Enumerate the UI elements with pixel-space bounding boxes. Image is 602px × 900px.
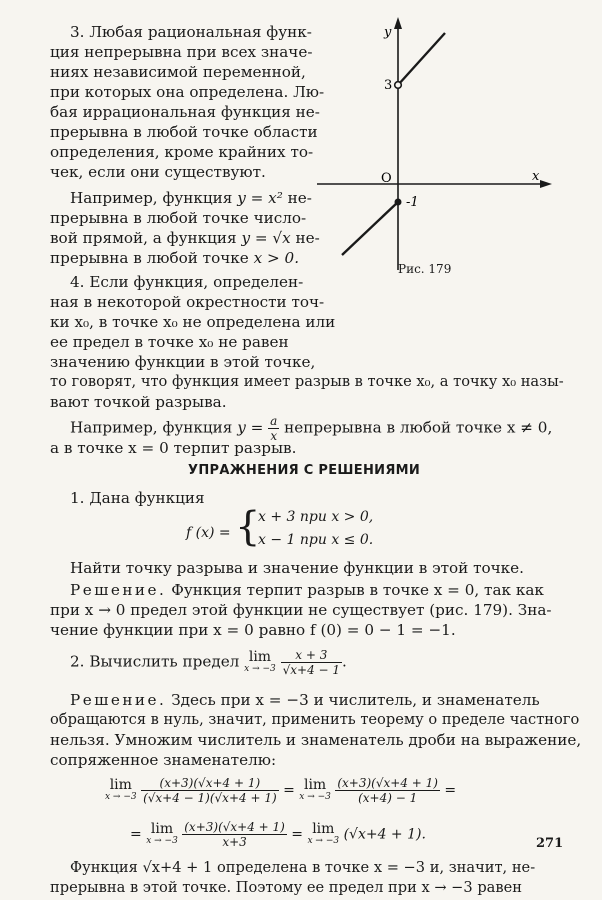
text-line: бая иррациональная функция не- xyxy=(50,103,320,121)
task-1-title: 1. Дана функция xyxy=(70,489,205,507)
equation-2: = lim x → −3 $\frac{(x+3)(√x+4 + 1)}{x+3}$ = lim x → −3 (√x+4 + 1). xyxy=(130,820,426,849)
graph-branch-left xyxy=(342,202,398,255)
open-point xyxy=(395,82,402,89)
fraction-numerator: a xyxy=(270,414,278,428)
task-1-question: Найти точку разрыва и значение функции в этой точке. xyxy=(70,559,524,577)
limit-operator xyxy=(146,820,178,847)
text-fragment: непрерывна в любой точке x ≠ 0, xyxy=(284,418,553,437)
solution-label: Решение. xyxy=(70,691,167,709)
fraction xyxy=(335,776,440,805)
fraction-denominator: √x+4 − 1 xyxy=(282,663,341,677)
text-line: прерывна в любой точке число- xyxy=(50,209,307,227)
fraction-numerator: x + 3 xyxy=(281,648,342,663)
filled-point xyxy=(395,199,402,206)
solution-2-line: нельзя. Умножим числитель и знаменатель дроби на выражение, xyxy=(50,731,582,749)
fraction xyxy=(141,776,279,805)
y-axis-arrow-icon xyxy=(394,17,402,29)
value-label-3: 3 xyxy=(384,78,393,93)
text-line xyxy=(70,188,312,208)
text-fragment: прерывна в любой точке xyxy=(50,249,249,267)
text-line: 3. Любая рациональная функ- xyxy=(70,23,312,41)
equation-1: lim x → −3 $\frac{(x+3)(√x+4 + 1)}{(√x+4 - 1)(√x+4 + 1)}$ = lim x → −3 $\frac{(x+3)(√x+4 + 1)}{(x+4) - 1}$ = xyxy=(105,776,457,805)
text-line: значению функции в этой точке, xyxy=(50,353,316,371)
formula-inline: y = √x xyxy=(241,229,291,247)
text-fragment: 2. Вычислить предел xyxy=(70,652,240,671)
text-fragment: Функция терпит разрыв в точке x = 0, так как xyxy=(171,581,544,599)
text-line: ки x₀, в точке x₀ не определена или xyxy=(50,313,336,331)
limit-fraction xyxy=(281,648,342,677)
fraction-denominator: (x+4) − 1 xyxy=(358,791,418,805)
text-line: определения, кроме крайних то- xyxy=(50,143,314,161)
text-line xyxy=(50,248,299,268)
text-fragment: не- xyxy=(295,229,320,247)
text-line: вают точкой разрыва. xyxy=(50,393,227,411)
text-line: ная в некоторой окрестности точ- xyxy=(50,293,325,311)
text-line: ция непрерывна при всех значе- xyxy=(50,43,313,61)
solution-1-line: чение функции при x = 0 равно f (0) = 0 − 1 = −1. xyxy=(50,621,456,639)
lim-text: lim xyxy=(303,776,327,793)
limit-operator xyxy=(299,776,331,803)
function-name: f (x) = xyxy=(186,525,231,541)
lim-subscript: x → −3 xyxy=(244,663,276,674)
text-fragment: вой прямой, а функция xyxy=(50,229,237,247)
solution-2-line xyxy=(70,690,540,710)
formula-inline: x > 0. xyxy=(253,249,300,267)
limit-operator xyxy=(105,776,137,803)
lim-subscript: x → −3 xyxy=(105,791,137,802)
text-fragment: не- xyxy=(287,189,312,207)
lim-text: lim xyxy=(150,820,174,837)
brace-icon: { xyxy=(235,504,261,550)
page-number: 271 xyxy=(536,836,564,851)
figure-179 xyxy=(312,15,557,285)
lim-text: lim xyxy=(312,820,335,837)
final-line: прерывна в этой точке. Поэтому ее предел при x → −3 равен xyxy=(50,879,522,896)
x-axis-arrow-icon xyxy=(540,180,552,188)
solution-2-line: сопряженное знаменателю: xyxy=(50,751,277,769)
fraction-denominator: (√x+4 − 1)(√x+4 + 1) xyxy=(143,791,277,805)
text-line: ниях независимой переменной, xyxy=(50,63,306,81)
limit-operator xyxy=(307,820,340,847)
fraction-denominator: x+3 xyxy=(222,835,247,849)
text-line: ее предел в точке x₀ не равен xyxy=(50,333,289,351)
text-fragment: Например, функция xyxy=(70,418,233,437)
limit-operator xyxy=(244,648,276,675)
fraction-numerator: (x+3)(√x+4 + 1) xyxy=(184,820,285,834)
solution-2-line: обращаются в нуль, значит, применить теорему о пределе частного xyxy=(50,711,580,728)
formula-inline: y = x² xyxy=(237,189,283,207)
lim-subscript: x → −3 xyxy=(307,835,340,846)
fraction-denominator: x xyxy=(270,429,278,443)
text-line: при которых она определена. Лю- xyxy=(50,83,325,101)
result-expression: (√x+4 + 1). xyxy=(343,826,426,843)
solution-label: Решение. xyxy=(70,581,167,599)
origin-label: O xyxy=(381,171,392,186)
lim-text: lim xyxy=(109,776,132,793)
text-line: то говорят, что функция имеет разрыв в точке x₀, а точку x₀ назы- xyxy=(50,373,564,390)
formula-inline: y = xyxy=(237,418,264,437)
text-line: чек, если они существуют. xyxy=(50,163,266,181)
solution-1-line xyxy=(70,580,544,600)
example-2-line: а в точке x = 0 терпит разрыв. xyxy=(50,439,297,457)
text-fragment: Здесь при x = −3 и числитель, и знаменатель xyxy=(171,691,540,709)
x-axis-label: x xyxy=(532,169,540,184)
text-line: прерывна в любой точке области xyxy=(50,123,318,141)
task-2-line: 2. Вычислить предел lim x → −3 $\frac{x + 3}{√x+4 - 1}$ . xyxy=(70,648,347,677)
lim-text: lim xyxy=(248,648,272,665)
solution-1-line: при x → 0 предел этой функции не существует (рис. 179). Зна- xyxy=(50,601,552,619)
case-1: x + 3 при x > 0, xyxy=(258,509,374,525)
lim-subscript: x → −3 xyxy=(299,791,331,802)
fraction-numerator: (x+3)(√x+4 + 1) xyxy=(141,776,279,791)
graph-branch-right xyxy=(398,33,445,85)
figure-caption: Рис. 179 xyxy=(398,262,452,276)
fraction-numerator: (x+3)(√x+4 + 1) xyxy=(337,776,438,790)
case-2: x − 1 при x ≤ 0. xyxy=(258,532,374,548)
text-line: 4. Если функция, определен- xyxy=(70,273,304,291)
value-label-minus-1: -1 xyxy=(406,195,419,210)
lim-subscript: x → −3 xyxy=(146,835,178,846)
final-line: Функция √x+4 + 1 определена в точке x = −3 и, значит, не- xyxy=(70,859,536,876)
text-line xyxy=(50,228,320,248)
fraction xyxy=(182,820,287,849)
y-axis-label: y xyxy=(384,25,392,40)
text-fragment: Например, функция xyxy=(70,189,233,207)
section-heading: УПРАЖНЕНИЯ С РЕШЕНИЯМИ xyxy=(188,463,421,478)
